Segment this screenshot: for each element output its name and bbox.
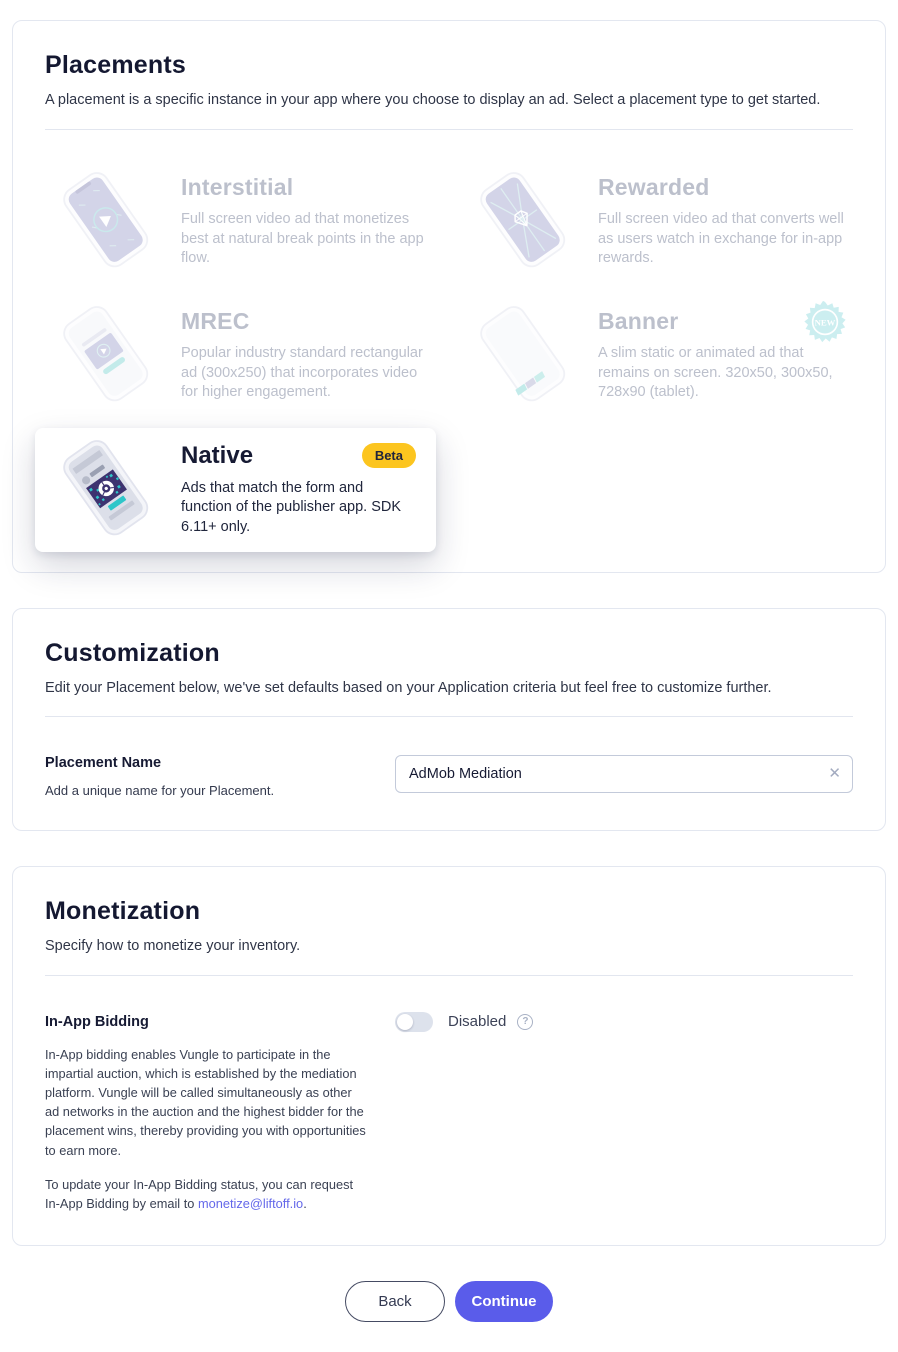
placement-option-native[interactable] xyxy=(35,428,436,552)
bidding-request-text xyxy=(45,1175,367,1213)
monetization-subtitle: Specify how to monetize your inventory. xyxy=(45,938,301,955)
bidding-description: In-App bidding enables Vungle to participate in the impartial auction, which is established by the mediation platform. Vungle will be called simultaneously as other ad networks in the auction and the highest bidder for the placement wins, thereby providing you with opportunities to earn more. xyxy=(45,1046,366,1158)
banner-phone-icon xyxy=(462,306,580,406)
option-text xyxy=(181,308,436,403)
placements-title: Placements xyxy=(45,51,186,79)
rewarded-phone-icon xyxy=(462,172,580,272)
bidding-info xyxy=(45,1014,395,1214)
input-wrap xyxy=(395,755,853,793)
request-text: To update your In-App Bidding status, you can request In-App Bidding by email to xyxy=(45,1176,354,1211)
option-description: A slim static or animated ad that remains on screen. 320x50, 300x50, 728x90 (tablet). xyxy=(598,345,833,401)
divider xyxy=(45,129,853,130)
back-button[interactable]: Back xyxy=(345,1281,445,1322)
placement-name-field-row xyxy=(45,755,853,798)
placement-option-rewarded[interactable] xyxy=(462,172,853,272)
interstitial-phone-icon xyxy=(45,172,163,272)
email-link[interactable]: monetize@liftoff.io xyxy=(197,1196,304,1211)
in-app-bidding-toggle[interactable] xyxy=(395,1012,433,1032)
field-info xyxy=(45,755,395,798)
option-title: MREC xyxy=(181,308,250,335)
option-title: Rewarded xyxy=(598,174,710,201)
option-title: Native xyxy=(181,441,254,469)
monetization-title: Monetization xyxy=(45,897,201,926)
option-text xyxy=(181,174,436,269)
placement-options-grid xyxy=(45,172,853,540)
toggle-knob xyxy=(397,1014,413,1030)
footer xyxy=(0,1281,898,1322)
mrec-phone-icon xyxy=(45,306,163,406)
customization-subtitle: Edit your Placement below, we've set defaults based on your Application criteria but feel free to customize further. xyxy=(45,679,772,696)
request-suffix: . xyxy=(303,1196,307,1211)
placements-subtitle: A placement is a specific instance in your app where you choose to display an ad. Select a placement type to get started. xyxy=(45,92,821,108)
option-description: Full screen video ad that converts well as users watch in exchange for in-app rewards. xyxy=(598,211,844,267)
placement-name-helper: Add a unique name for your Placement. xyxy=(45,783,275,799)
option-text xyxy=(181,442,416,538)
option-title: Interstitial xyxy=(181,174,294,201)
placement-option-banner[interactable] xyxy=(462,306,853,406)
option-title: Banner xyxy=(598,308,679,335)
placement-option-mrec[interactable] xyxy=(45,306,436,406)
help-icon[interactable]: ? xyxy=(517,1014,533,1030)
option-description: Full screen video ad that monetizes best at natural break points in the app flow. xyxy=(181,211,424,267)
placements-card xyxy=(12,20,886,573)
placement-option-interstitial[interactable] xyxy=(45,172,436,272)
continue-button[interactable]: Continue xyxy=(455,1281,553,1322)
divider xyxy=(45,975,853,976)
native-phone-icon xyxy=(45,440,163,540)
bidding-status-text: Disabled xyxy=(448,1013,507,1031)
option-description: Popular industry standard rectangular ad (300x250) that incorporates video for higher engagement. xyxy=(181,345,423,401)
divider xyxy=(45,716,853,717)
new-badge xyxy=(803,300,847,344)
beta-badge: Beta xyxy=(362,443,416,468)
in-app-bidding-row xyxy=(45,1014,853,1214)
clear-icon[interactable]: ✕ xyxy=(828,765,841,783)
placement-name-label: Placement Name xyxy=(45,755,162,772)
customization-card xyxy=(12,608,886,832)
option-text xyxy=(598,174,853,269)
in-app-bidding-label: In-App Bidding xyxy=(45,1013,149,1030)
customization-title: Customization xyxy=(45,638,220,667)
monetization-card xyxy=(12,866,886,1246)
placement-name-input[interactable] xyxy=(395,755,853,793)
option-description: Ads that match the form and function of the publisher app. SDK 6.11+ only. xyxy=(181,479,402,535)
bidding-controls xyxy=(395,1012,533,1032)
svg-text:NEW: NEW xyxy=(814,317,836,328)
